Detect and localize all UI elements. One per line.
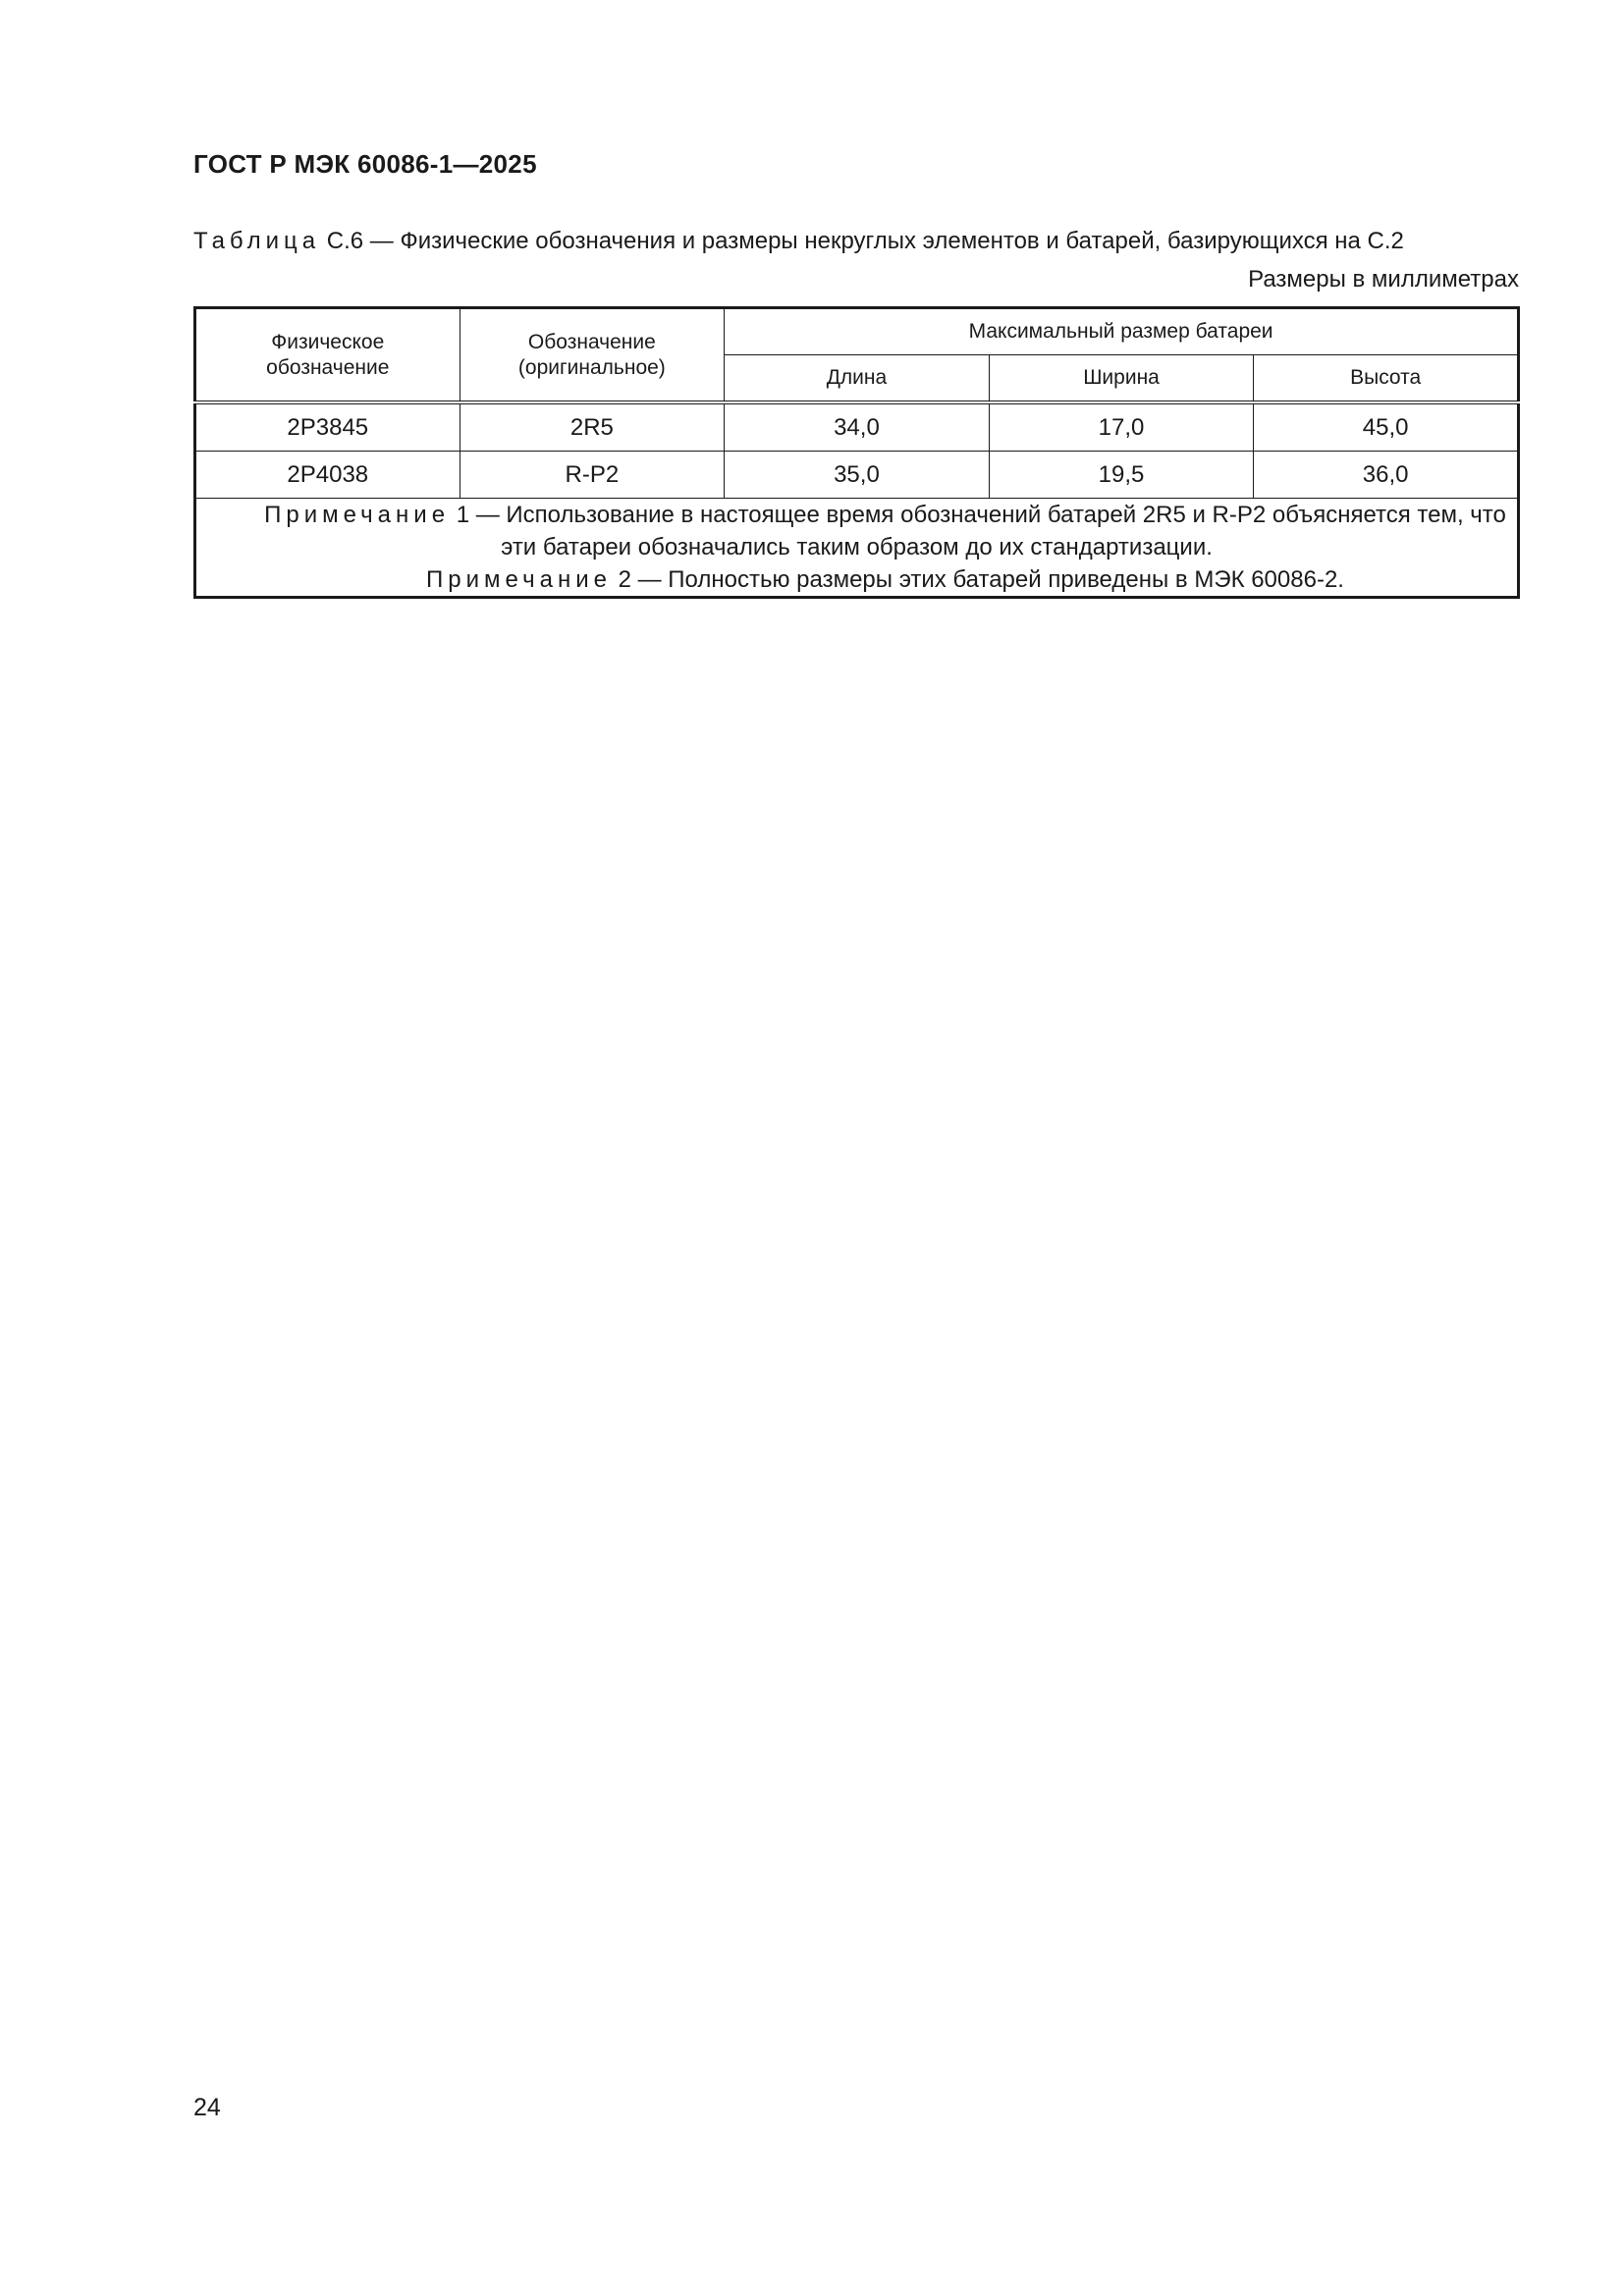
table-note-1 [196, 499, 1517, 563]
note-prefix: Примечание [264, 502, 451, 528]
cell-length: 34,0 [725, 402, 990, 452]
units-note: Размеры в миллиметрах [1248, 266, 1519, 293]
note-text: 2 — Полностью размеры этих батарей приведены в МЭК 60086-2. [611, 566, 1344, 593]
table-caption [193, 227, 1519, 256]
note-prefix: Примечание [426, 566, 612, 593]
dimensions-table [193, 306, 1520, 599]
page-number: 24 [193, 2094, 221, 2121]
header-height: Высота [1254, 355, 1519, 403]
note-text: 1 — Использование в настоящее время обозначений батарей 2R5 и R-P2 объясняется тем, что эти батареи обозначались таким образом до их стандартизации. [450, 502, 1506, 561]
document-header: ГОСТ Р МЭК 60086-1—2025 [193, 149, 537, 179]
cell-width: 19,5 [989, 452, 1254, 499]
cell-height: 36,0 [1254, 452, 1519, 499]
table-notes [195, 499, 1519, 598]
header-physical-designation: Физическое обозначение [195, 308, 460, 403]
table-caption-text: С.6 — Физические обозначения и размеры некруглых элементов и батарей, базирующихся на С.2 [326, 228, 1404, 254]
table-notes-row [195, 499, 1519, 598]
cell-physical: 2P3845 [195, 402, 460, 452]
cell-length: 35,0 [725, 452, 990, 499]
cell-original: 2R5 [460, 402, 725, 452]
cell-width: 17,0 [989, 402, 1254, 452]
header-width: Ширина [989, 355, 1254, 403]
cell-height: 45,0 [1254, 402, 1519, 452]
header-max-battery-size: Максимальный размер батареи [725, 308, 1519, 355]
header-original-designation: Обозначение (оригинальное) [460, 308, 725, 403]
table-caption-prefix: Таблица [193, 228, 321, 254]
table-note-2 [196, 563, 1517, 596]
cell-original: R-P2 [460, 452, 725, 499]
table-row [195, 402, 1519, 452]
table-row [195, 452, 1519, 499]
table-header-row [195, 308, 1519, 355]
header-length: Длина [725, 355, 990, 403]
cell-physical: 2P4038 [195, 452, 460, 499]
